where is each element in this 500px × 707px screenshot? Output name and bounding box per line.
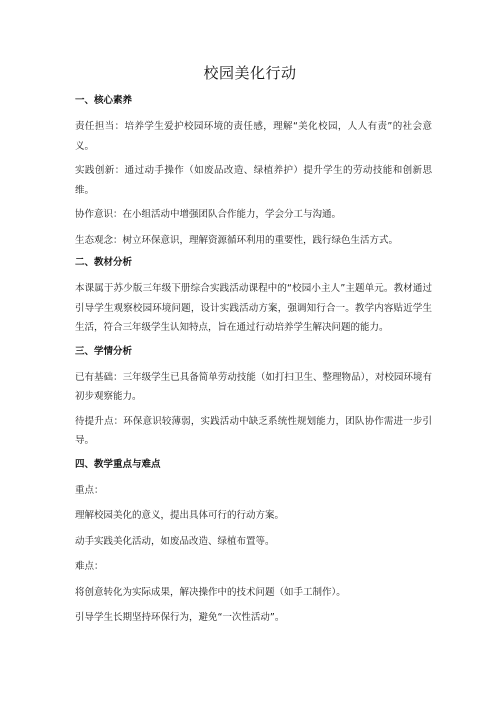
paragraph: 本课属于苏少版三年级下册综合实践活动课程中的“校园小主人”主题单元。教材通过引导学生观察校园环境问题，设计实践活动方案，强调知行合一。教学内容贴近学生生活，符合三年级学生认知特点，旨在通过行动培养学生解决问题的能力。: [75, 283, 432, 333]
paragraph: 待提升点：环保意识较薄弱，实践活动中缺乏系统性规划能力，团队协作需进一步引导。: [75, 415, 432, 446]
section-key-points: [75, 458, 432, 628]
document-title: 校园美化行动: [203, 64, 297, 82]
paragraph: 将创意转化为实际成果，解决操作中的技术问题（如手工制作）。: [75, 586, 346, 598]
paragraph: 已有基础：三年级学生已具备简单劳动技能（如打扫卫生、整理物品），对校园环境有初步观察能力。: [75, 371, 432, 402]
paragraph: 实践创新：通过动手操作（如废品改造、绿植养护）提升学生的劳动技能和创新思维。: [75, 165, 432, 196]
document-body: [75, 94, 432, 634]
paragraph: 责任担当：培养学生爱护校园环境的责任感，理解“美化校园，人人有责”的社会意义。: [75, 121, 432, 152]
section-heading: 二、教材分析: [75, 257, 133, 268]
section-heading: 一、核心素养: [75, 95, 133, 106]
paragraph: 引导学生长期坚持环保行为，避免“一次性活动”。: [75, 612, 285, 623]
paragraph: 理解校园美化的意义，提出具体可行的行动方案。: [75, 510, 285, 521]
section-heading: 三、学情分析: [75, 345, 133, 357]
label-key-points: 重点：: [75, 484, 104, 496]
paragraph: 协作意识：在小组活动中增强团队合作能力，学会分工与沟通。: [75, 209, 342, 220]
label-difficulties: 难点：: [75, 561, 104, 572]
paragraph: 生态观念：树立环保意识，理解资源循环利用的重要性，践行绿色生活方式。: [75, 234, 399, 246]
section-heading: 四、教学重点与难点: [75, 458, 161, 470]
section-core-literacy: [75, 94, 432, 250]
paragraph: 动手实践美化活动，如废品改造、绿植布置等。: [75, 535, 275, 547]
section-student-analysis: [75, 345, 432, 451]
section-textbook-analysis: [75, 256, 432, 338]
